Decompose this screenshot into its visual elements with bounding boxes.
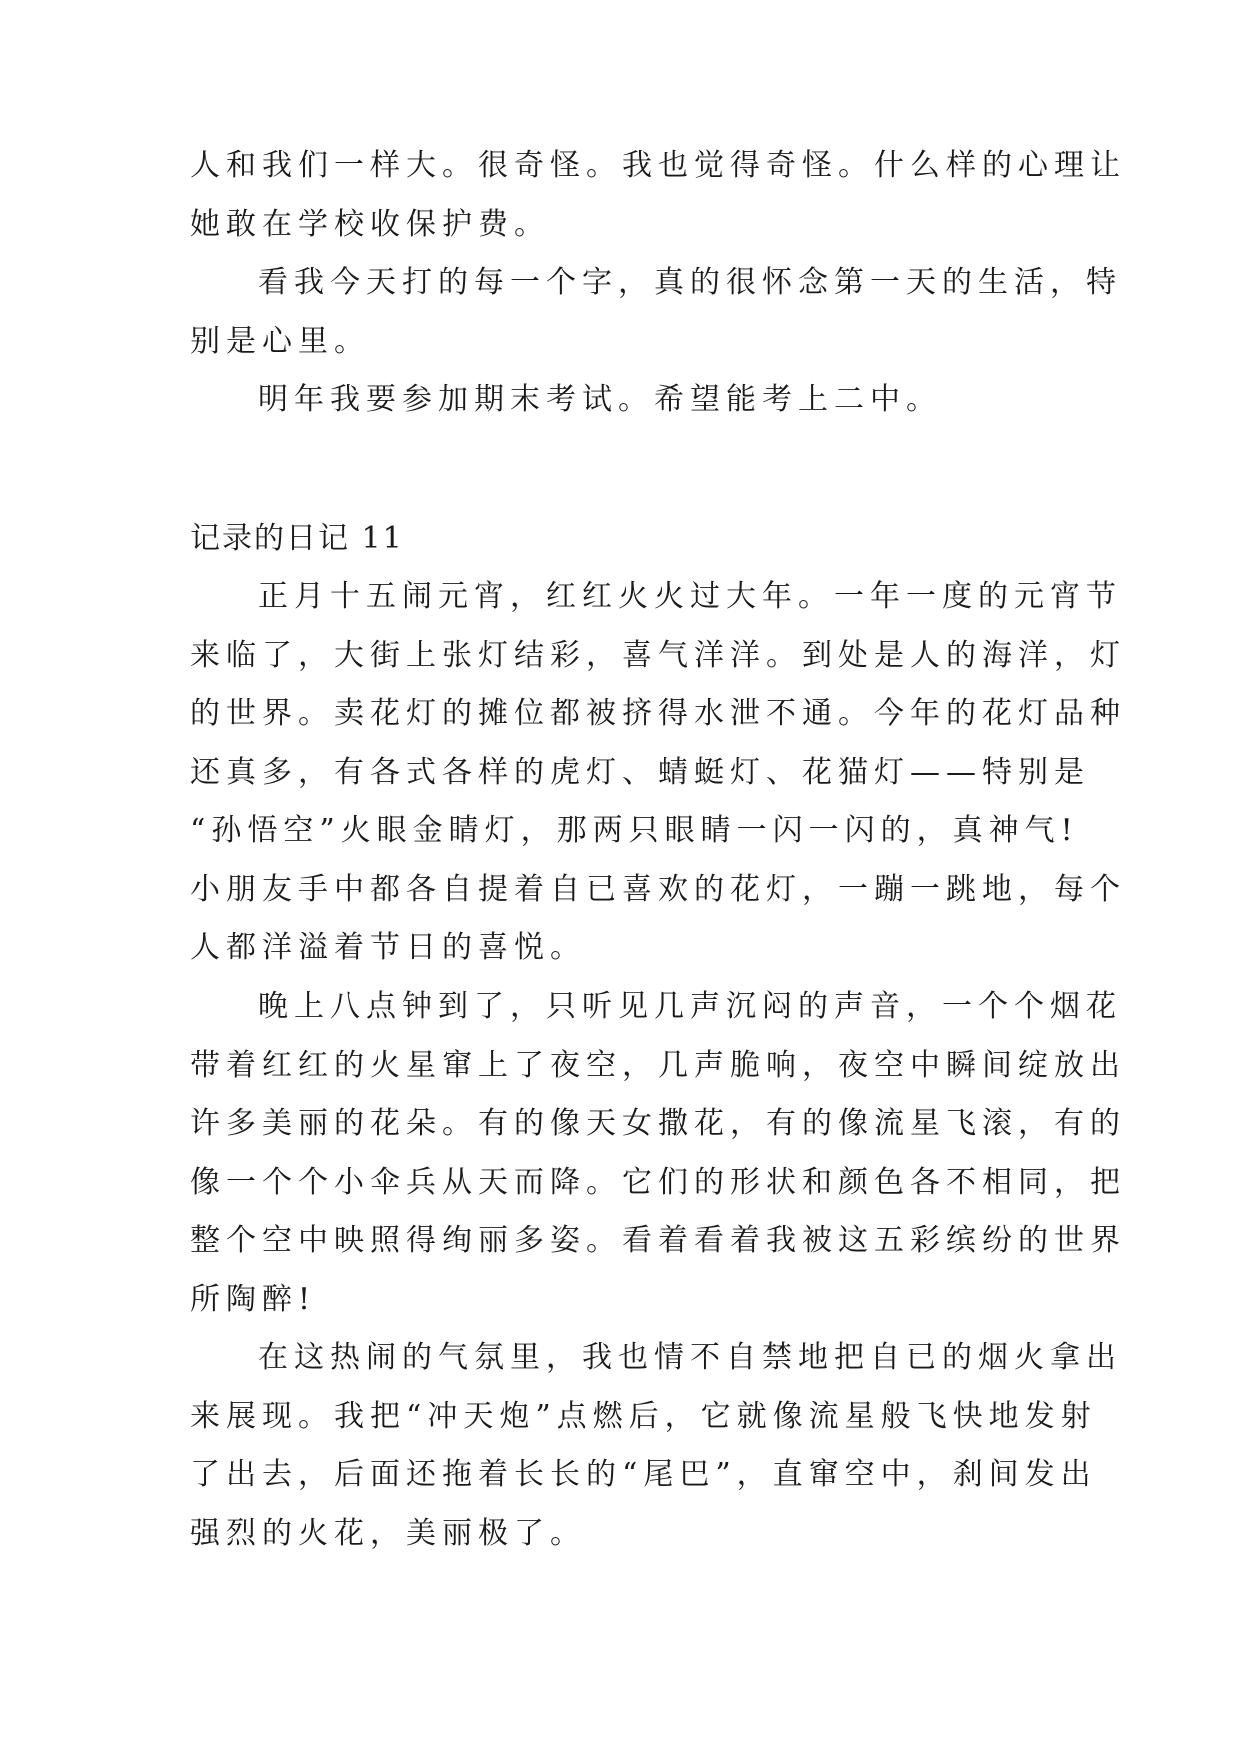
text-line: 所陶醉! — [190, 1281, 317, 1317]
text-line: 整个空中映照得绚丽多姿。看着看着我被这五彩缤纷的世界 — [190, 1223, 1126, 1258]
text-line: 小朋友手中都各自提着自已喜欢的花灯，一蹦一跳地，每个 — [190, 871, 1126, 907]
text-line: 看我今天打的每一个字，真的很怀念第一天的生活，特 — [258, 265, 1122, 300]
text-line: 了出去，后面还拖着长长的“尾巴”，直窜空中，刹间发出 — [190, 1457, 1097, 1492]
text-line: 来临了，大街上张灯结彩，喜气洋洋。到处是人的海洋，灯 — [190, 637, 1126, 673]
text-line: 还真多，有各式各样的虎灯、蜻蜓灯、花猫灯——特别是 — [190, 754, 1090, 790]
paragraph-miss-first-day — [190, 254, 1122, 371]
text-line: 别是心里。 — [190, 323, 370, 359]
text-line: 人都洋溢着节日的喜悦。 — [190, 930, 586, 965]
paragraph-fireworks — [190, 978, 1126, 1329]
text-line: 人和我们一样大。很奇怪。我也觉得奇怪。什么样的心理让 — [190, 148, 1126, 183]
paragraph-rocket — [190, 1329, 1122, 1563]
text-line: 她敢在学校收保护费。 — [190, 206, 550, 242]
text-line: 许多美丽的花朵。有的像天女撒花，有的像流星飞滚，有的 — [190, 1106, 1126, 1141]
text-line: 晚上八点钟到了，只听见几声沉闷的声音，一个个烟花 — [258, 989, 1122, 1024]
diary-heading: 记录的日记 11 — [190, 521, 404, 556]
text-line: 在这热闹的气氛里，我也情不自禁地把自已的烟火拿出 — [258, 1340, 1122, 1375]
paragraph-exam — [190, 371, 1050, 430]
text-line: “孙悟空”火眼金睛灯，那两只眼睛一闪一闪的，真神气! — [190, 813, 1079, 848]
paragraph-continued — [190, 137, 1126, 254]
text-line: 带着红红的火星窜上了夜空，几声脆响，夜空中瞬间绽放出 — [190, 1047, 1126, 1083]
text-line: 像一个个小伞兵从天而降。它们的形状和颜色各不相同，把 — [190, 1164, 1126, 1200]
text-line: 正月十五闹元宵，红红火火过大年。一年一度的元宵节 — [258, 579, 1122, 614]
text-line: 的世界。卖花灯的摊位都被挤得水泄不通。今年的花灯品种 — [190, 696, 1126, 731]
text-line: 明年我要参加期末考试。希望能考上二中。 — [258, 382, 942, 417]
text-line: 来展现。我把“冲天炮”点燃后，它就像流星般飞快地发射 — [190, 1398, 1097, 1434]
diary-heading-block — [190, 510, 1050, 569]
text-line: 强烈的火花，美丽极了。 — [190, 1515, 586, 1551]
paragraph-lantern-festival — [190, 568, 1126, 978]
